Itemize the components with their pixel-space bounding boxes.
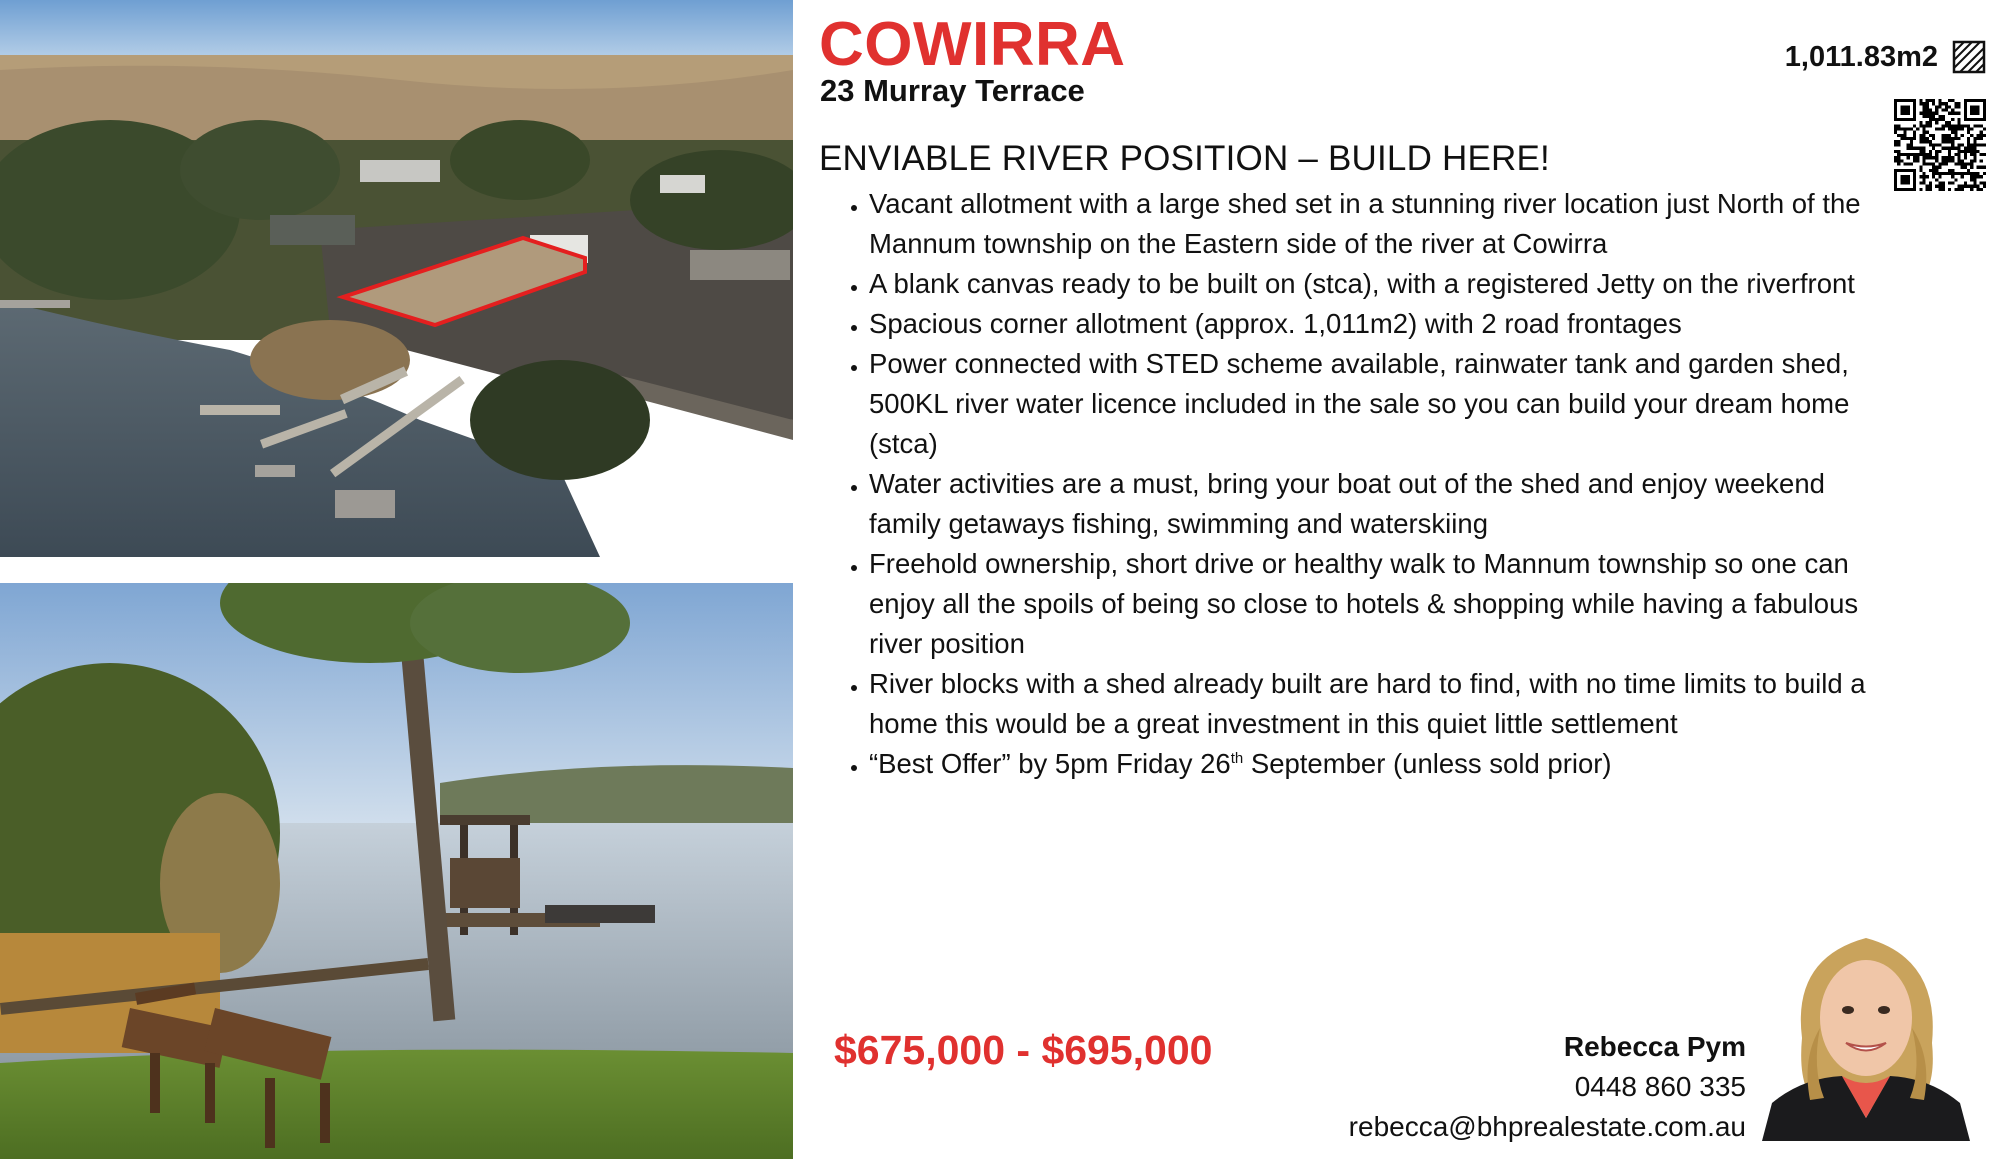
aerial-property-photo [0, 0, 793, 557]
riverfront-jetty-photo [0, 583, 793, 1159]
offer-text-end: September (unless sold prior) [1243, 748, 1612, 779]
land-area-icon [1950, 38, 1988, 76]
listing-headline: ENVIABLE RIVER POSITION – BUILD HERE! [819, 139, 1550, 178]
agent-contact [1349, 1027, 1746, 1147]
land-area [1785, 38, 1988, 76]
feature-item: • Power connected with STED scheme available, rainwater tank and garden shed, 500KL river water licence included in the sale so you can build your dream home (stca) [869, 344, 1879, 464]
feature-item: • Spacious corner allotment (approx. 1,011m2) with 2 road frontages [869, 304, 1879, 344]
price-range: $675,000 - $695,000 [834, 1027, 1213, 1073]
feature-list [839, 184, 1879, 784]
land-area-value: 1,011.83m2 [1784, 40, 1938, 73]
agent-email[interactable]: rebecca@bhprealestate.com.au [1348, 1111, 1746, 1142]
agent-name: Rebecca Pym [1563, 1031, 1746, 1062]
qr-code[interactable] [1894, 99, 1986, 191]
feature-item: • River blocks with a shed already built are hard to find, with no time limits to build a home this would be a great investment in this quiet little settlement [869, 664, 1879, 744]
feature-item: • A blank canvas ready to be built on (stca), with a registered Jetty on the riverfront [869, 264, 1879, 304]
agent-phone[interactable]: 0448 860 335 [1574, 1071, 1746, 1102]
offer-deadline-item [869, 744, 1879, 784]
feature-item: • Vacant allotment with a large shed set in a stunning river location just North of the Mannum township on the Eastern side of the river at Cowirra [869, 184, 1879, 264]
suburb-title: COWIRRA [819, 10, 1126, 79]
offer-text-start: “Best Offer” by 5pm Friday 26 [869, 748, 1231, 779]
agent-portrait [1762, 918, 1970, 1141]
feature-item: • Water activities are a must, bring your boat out of the shed and enjoy weekend family getaways fishing, swimming and waterskiing [869, 464, 1879, 544]
feature-item: • Freehold ownership, short drive or healthy walk to Mannum township so one can enjoy all the spoils of being so close to hotels & shopping while having a fabulous river position [869, 544, 1879, 664]
offer-date-suffix: th [1230, 749, 1244, 767]
street-address: 23 Murray Terrace [820, 73, 1085, 108]
